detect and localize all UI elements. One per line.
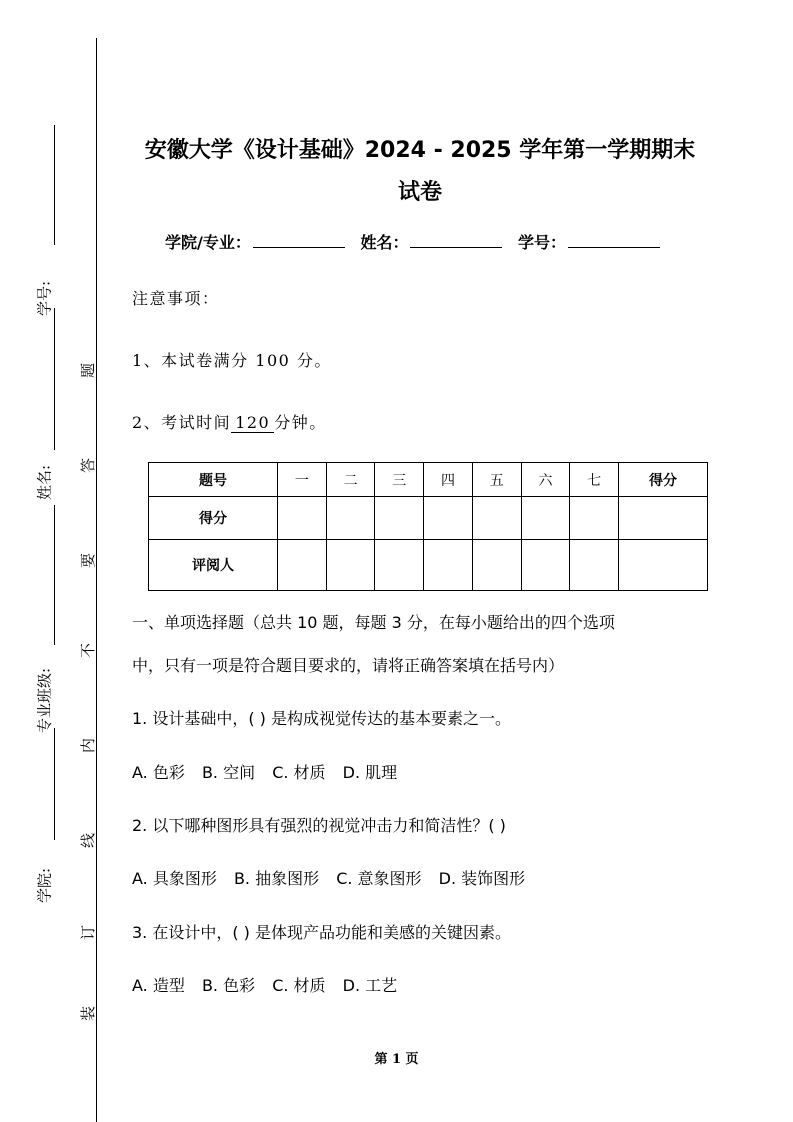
question-2-stem: 2. 以下哪种图形具有强烈的视觉冲击力和简洁性？( ) (132, 816, 506, 835)
field-line (54, 308, 55, 450)
note-item-2-suffix: 分钟。 (274, 413, 327, 432)
score-cell[interactable] (521, 497, 570, 540)
exam-duration: 120 (231, 413, 274, 433)
header-cell: 题号 (149, 463, 278, 497)
seal-char: 线 (79, 832, 98, 849)
option: C. 材质 (272, 976, 326, 995)
header-cell: 得分 (619, 463, 708, 497)
option: B. 色彩 (201, 976, 256, 995)
option: A. 造型 (132, 976, 185, 995)
header-cell: 二 (326, 463, 375, 497)
reviewer-cell[interactable] (570, 540, 619, 591)
id-label: 学号： (518, 233, 567, 252)
header-cell: 五 (472, 463, 521, 497)
header-cell: 一 (278, 463, 327, 497)
student-info-row (165, 230, 670, 253)
id-field[interactable] (568, 233, 660, 248)
option: B. 空间 (201, 763, 256, 782)
binding-line (96, 38, 97, 1122)
reviewer-cell[interactable] (326, 540, 375, 591)
option: D. 肌理 (342, 763, 398, 782)
margin-field-name: 姓名: (35, 464, 54, 501)
option: A. 具象图形 (132, 869, 217, 888)
score-cell[interactable] (619, 497, 708, 540)
score-cell[interactable] (472, 497, 521, 540)
seal-char: 装 (79, 1005, 98, 1022)
question-3-stem: 3. 在设计中，( ) 是体现产品功能和美感的关键因素。 (132, 923, 512, 942)
field-line (54, 125, 55, 245)
reviewer-cell[interactable] (375, 540, 424, 591)
question-1-stem: 1. 设计基础中，( ) 是构成视觉传达的基本要素之一。 (132, 709, 512, 728)
score-cell[interactable] (326, 497, 375, 540)
option: D. 装饰图形 (438, 869, 526, 888)
option: C. 意象图形 (336, 869, 422, 888)
notes-heading: 注意事项： (132, 289, 220, 308)
section-heading-line1: 一、单项选择题（总共 10 题，每题 3 分，在每小题给出的四个选项 (132, 613, 615, 632)
page-title-line2: 试卷 (397, 180, 442, 205)
row-label: 得分 (149, 497, 278, 540)
field-line (54, 728, 55, 840)
page-number: 第 1 页 (374, 1052, 419, 1067)
field-line (54, 505, 55, 645)
option: C. 材质 (272, 763, 326, 782)
score-cell[interactable] (375, 497, 424, 540)
note-item-1: 1、本试卷满分 100 分。 (132, 351, 332, 370)
seal-char: 内 (79, 737, 98, 754)
question-3-options (132, 973, 409, 996)
note-item-2 (132, 410, 327, 433)
page-title-line1: 安徽大学《设计基础》2024 - 2025 学年第一学期期末 (144, 138, 696, 163)
score-table-header (149, 463, 708, 497)
question-2-options (132, 866, 537, 889)
row-label: 评阅人 (149, 540, 278, 591)
section-heading-line2: 中，只有一项是符合题目要求的，请将正确答案填在括号内） (132, 656, 565, 675)
note-item-2-prefix: 2、考试时间 (132, 413, 232, 432)
name-field[interactable] (410, 233, 502, 248)
option: D. 工艺 (342, 976, 398, 995)
score-row (149, 497, 708, 540)
header-cell: 六 (521, 463, 570, 497)
college-label: 学院/专业： (165, 233, 251, 252)
option: A. 色彩 (132, 763, 185, 782)
margin-field-class: 专业班级: (35, 667, 54, 734)
seal-char: 订 (79, 924, 98, 941)
name-label: 姓名： (360, 233, 409, 252)
reviewer-row (149, 540, 708, 591)
score-cell[interactable] (570, 497, 619, 540)
score-cell[interactable] (424, 497, 473, 540)
reviewer-cell[interactable] (619, 540, 708, 591)
seal-char: 题 (79, 362, 98, 379)
option: B. 抽象图形 (233, 869, 320, 888)
reviewer-cell[interactable] (521, 540, 570, 591)
header-cell: 三 (375, 463, 424, 497)
score-cell[interactable] (278, 497, 327, 540)
reviewer-cell[interactable] (472, 540, 521, 591)
score-table (148, 462, 708, 591)
seal-char: 要 (79, 552, 98, 569)
reviewer-cell[interactable] (424, 540, 473, 591)
margin-field-student-id: 学号: (35, 280, 54, 317)
header-cell: 七 (570, 463, 619, 497)
header-cell: 四 (424, 463, 473, 497)
question-1-options (132, 760, 409, 783)
seal-char: 不 (79, 642, 98, 659)
margin-field-college: 学院: (35, 867, 54, 904)
reviewer-cell[interactable] (278, 540, 327, 591)
seal-char: 答 (79, 457, 98, 474)
college-field[interactable] (253, 233, 345, 248)
